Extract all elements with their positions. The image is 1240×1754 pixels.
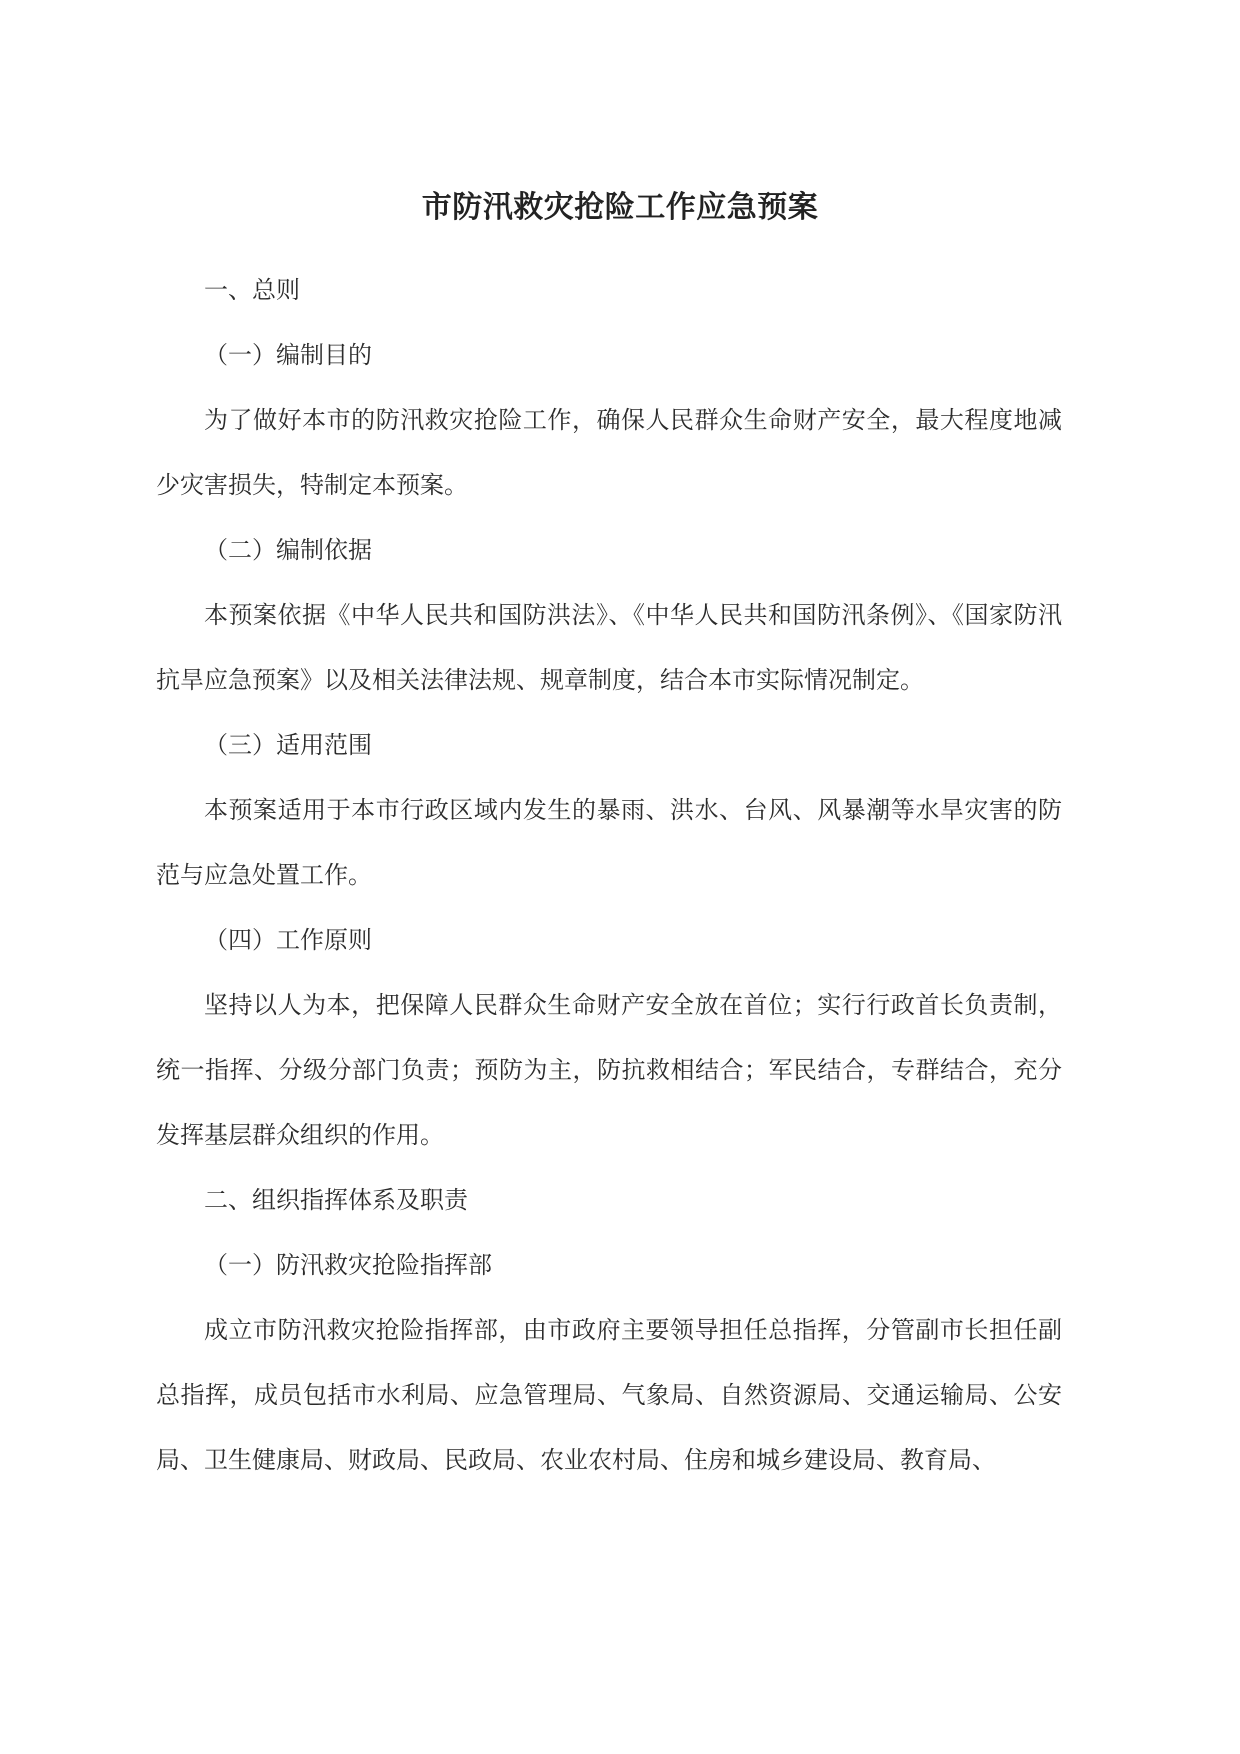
subsection-heading-headquarters: （一）防汛救灾抢险指挥部 [204,1251,492,1279]
paragraph-basis: 本预案依据《中华人民共和国防洪法》、《中华人民共和国防汛条例》、《国家防汛抗旱应急预案》以及相关法律法规、规章制度，结合本市实际情况制定。 [156,601,1062,694]
subsection-heading-basis: （二）编制依据 [204,536,372,564]
document-body [156,258,1062,1493]
subsection-heading-scope: （三）适用范围 [204,731,372,759]
subsection-heading-purpose: （一）编制目的 [204,341,372,369]
paragraph-headquarters: 成立市防汛救灾抢险指挥部，由市政府主要领导担任总指挥，分管副市长担任副总指挥，成员包括市水利局、应急管理局、气象局、自然资源局、交通运输局、公安局、卫生健康局、财政局、民政局、农业农村局、住房和城乡建设局、教育局、 [156,1316,1062,1474]
subsection-heading-principles: （四）工作原则 [204,926,372,954]
document-title: 市防汛救灾抢险工作应急预案 [421,190,819,225]
section-heading-general: 一、总则 [204,276,300,304]
paragraph-scope: 本预案适用于本市行政区域内发生的暴雨、洪水、台风、风暴潮等水旱灾害的防范与应急处置工作。 [156,796,1062,889]
paragraph-principles: 坚持以人为本，把保障人民群众生命财产安全放在首位；实行行政首长负责制，统一指挥、分级分部门负责；预防为主，防抗救相结合；军民结合，专群结合，充分发挥基层群众组织的作用。 [156,991,1062,1149]
section-heading-organization: 二、组织指挥体系及职责 [204,1186,468,1214]
paragraph-purpose: 为了做好本市的防汛救灾抢险工作，确保人民群众生命财产安全，最大程度地减少灾害损失，特制定本预案。 [156,406,1062,499]
